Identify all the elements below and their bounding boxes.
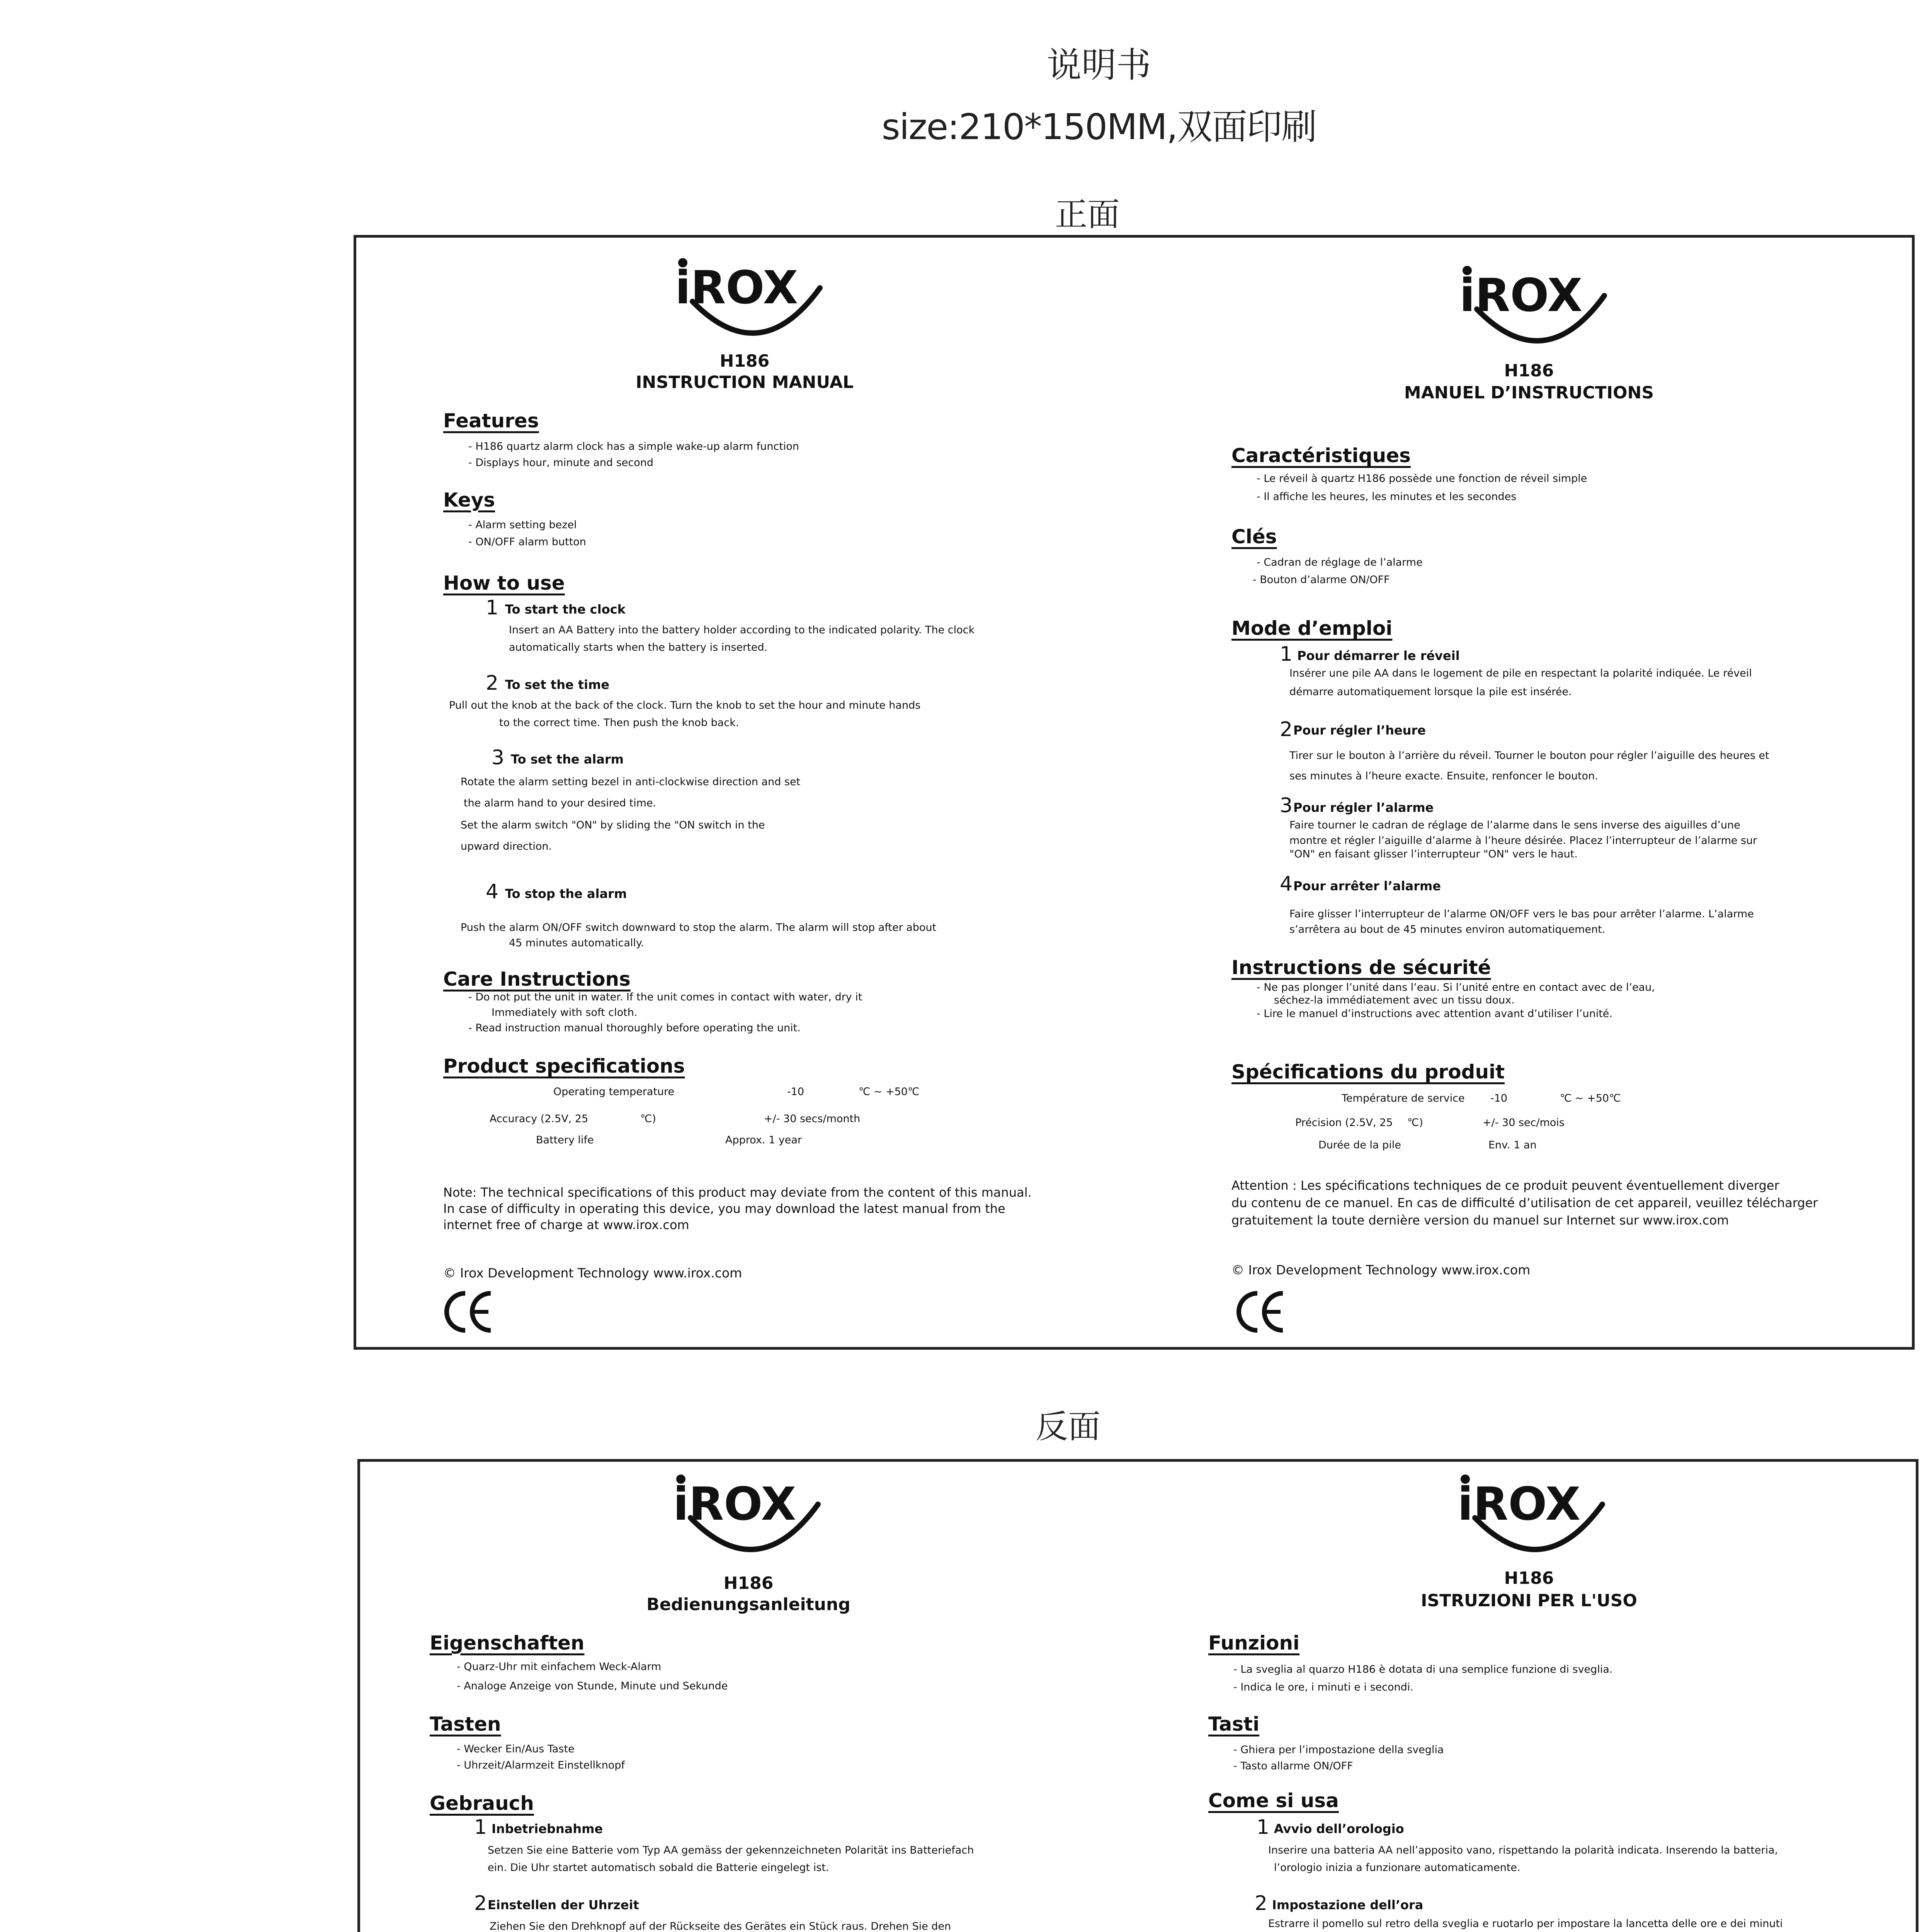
note-text: internet free of charge at www.irox.com	[443, 1218, 689, 1232]
model-number: H186	[1504, 1568, 1554, 1588]
feature-item: - Indica le ore, i minuti e i secondi.	[1233, 1681, 1413, 1693]
step-text: Faire glisser l’interrupteur de l’alarme ON/OFF vers le bas pour arrêter l’alarme. L’alarme	[1289, 908, 1754, 920]
panel-italian	[1141, 1462, 1917, 1932]
key-item: - Cadran de réglage de l’alarme	[1257, 556, 1423, 568]
irox-logo	[1454, 1471, 1616, 1564]
care-text: Immediately with soft cloth.	[492, 1007, 638, 1019]
logo-text: iROX	[673, 1477, 796, 1531]
page-title: 说明书	[1047, 45, 1151, 85]
step-number: 3	[1280, 794, 1293, 817]
ce-mark-icon	[441, 1289, 495, 1335]
step-number: 4	[1280, 872, 1293, 896]
spec-unit: ℃)	[1407, 1117, 1423, 1129]
care-text: séchez-la immédiatement avec un tissu doux.	[1274, 994, 1515, 1006]
how-to-use-heading: Mode d’emploi	[1231, 617, 1393, 639]
step-text: Tirer sur le bouton à l’arrière du réveil. Tourner le bouton pour régler l’aiguille des heures et	[1289, 750, 1769, 762]
specs-heading: Product specifications	[443, 1055, 685, 1077]
step-text: ein. Die Uhr startet automatisch sobald die Batterie eingelegt ist.	[488, 1862, 829, 1874]
step-text: Estrarre il pomello sul retro della sveglia e ruotarlo per impostare la lancetta delle ore e dei minuti	[1268, 1918, 1783, 1930]
spec-value: +/- 30 sec/mois	[1483, 1117, 1565, 1129]
step-title: Impostazione dell’ora	[1272, 1898, 1423, 1912]
step-text: "ON" en faisant glisser l’interrupteur "ON" vers le haut.	[1289, 848, 1578, 860]
step-text: Inserire una batteria AA nell’apposito vano, rispettando la polarità indicata. Inserendo la batteria,	[1268, 1844, 1778, 1856]
note-text: Note: The technical specifications of this product may deviate from the content of this manual.	[443, 1185, 1032, 1200]
how-to-use-heading: Gebrauch	[430, 1792, 534, 1815]
feature-item: - La sveglia al quarzo H186 è dotata di una semplice funzione di sveglia.	[1233, 1663, 1613, 1675]
care-text: - Lire le manuel d’instructions avec attention avant d’utiliser l’unité.	[1257, 1008, 1612, 1020]
features-heading: Caractéristiques	[1231, 444, 1411, 467]
step-text: démarre automatiquement lorsque la pile est insérée.	[1289, 686, 1572, 698]
step-number: 1	[486, 596, 499, 619]
how-to-use-heading: Come si usa	[1208, 1789, 1339, 1812]
step-title: Pour régler l’alarme	[1293, 800, 1434, 815]
front-sheet	[354, 235, 1915, 1350]
step-title: Pour arrêter l’alarme	[1293, 879, 1441, 893]
features-heading: Eigenschaften	[430, 1632, 585, 1654]
note-text: Attention : Les spécifications techniques de ce produit peuvent éventuellement diverger	[1231, 1178, 1779, 1193]
spec-value: -10	[787, 1086, 804, 1098]
key-item: - Wecker Ein/Aus Taste	[457, 1743, 575, 1755]
page-subtitle: size:210*150MM,双面印刷	[881, 106, 1316, 148]
spec-unit: ℃)	[640, 1113, 656, 1125]
care-heading: Care Instructions	[443, 968, 631, 990]
feature-item: - Quarz-Uhr mit einfachem Weck-Alarm	[457, 1661, 662, 1673]
feature-item: - Il affiche les heures, les minutes et les secondes	[1257, 491, 1517, 503]
specs-heading: Spécifications du produit	[1231, 1061, 1505, 1083]
copyright: © Irox Development Technology www.irox.com	[1231, 1262, 1531, 1277]
step-text: upward direction.	[461, 840, 552, 852]
key-item: - Tasto allarme ON/OFF	[1233, 1760, 1353, 1772]
feature-item: - Analoge Anzeige von Stunde, Minute und Sekunde	[457, 1680, 728, 1692]
copyright: © Irox Development Technology www.irox.com	[443, 1265, 742, 1281]
keys-heading: Tasti	[1208, 1713, 1260, 1735]
spec-label: Accuracy (2.5V, 25	[490, 1113, 588, 1125]
model-number: H186	[723, 1573, 774, 1593]
care-heading: Instructions de sécurité	[1231, 956, 1491, 979]
manual-title: ISTRUZIONI PER L'USO	[1421, 1591, 1637, 1611]
logo-text: iROX	[675, 261, 798, 314]
care-text: - Do not put the unit in water. If the unit comes in contact with water, dry it	[468, 991, 862, 1003]
spec-label: Durée de la pile	[1318, 1139, 1401, 1151]
step-text: s’arrêtera au bout de 45 minutes environ automatiquement.	[1289, 923, 1605, 935]
panel-french	[1141, 238, 1917, 1347]
step-text: to the correct time. Then push the knob back.	[499, 717, 739, 729]
step-text: Insérer une pile AA dans le logement de pile en respectant la polarité indiquée. Le réveil	[1289, 667, 1752, 679]
care-text: - Read instruction manual thoroughly before operating the unit.	[468, 1022, 801, 1034]
step-number: 1	[1257, 1816, 1270, 1839]
key-item: - Alarm setting bezel	[468, 519, 577, 531]
step-number: 1	[474, 1816, 487, 1839]
panel-english	[356, 238, 1133, 1347]
step-title: Einstellen der Uhrzeit	[488, 1898, 639, 1912]
keys-heading: Keys	[443, 489, 495, 511]
step-title: To stop the alarm	[505, 886, 627, 901]
step-number: 2	[486, 672, 499, 695]
spec-value: Env. 1 an	[1488, 1139, 1537, 1151]
irox-logo	[1456, 263, 1618, 355]
step-text: montre et régler l’aiguille d’alarme à l’heure désirée. Placez l’interrupteur de l’alarme sur	[1289, 835, 1757, 847]
step-title: Pour régler l’heure	[1293, 723, 1426, 738]
model-number: H186	[1504, 361, 1554, 381]
step-text: l’orologio inizia a funzionare automaticamente.	[1274, 1862, 1520, 1874]
spec-label: Température de service	[1342, 1092, 1465, 1104]
key-item: - Uhrzeit/Alarmzeit Einstellknopf	[457, 1759, 625, 1771]
step-text: Ziehen Sie den Drehknopf auf der Rückseite des Gerätes ein Stück raus. Drehen Sie den	[490, 1920, 951, 1932]
step-number: 1	[1280, 643, 1293, 666]
care-text: - Ne pas plonger l’unité dans l’eau. Si l’unité entre en contact avec de l’eau,	[1257, 981, 1655, 993]
feature-item: - Le réveil à quartz H186 possède une fonction de réveil simple	[1257, 473, 1587, 485]
spec-value: ℃ ~ +50℃	[859, 1086, 920, 1098]
keys-heading: Tasten	[430, 1713, 501, 1735]
step-number: 3	[492, 746, 505, 769]
back-sheet	[357, 1459, 1918, 1932]
model-number: H186	[719, 351, 770, 371]
keys-heading: Clés	[1231, 526, 1277, 548]
note-text: gratuitement la toute dernière version du manuel sur Internet sur www.irox.com	[1231, 1213, 1729, 1228]
step-number: 2	[1280, 718, 1293, 741]
step-text: ses minutes à l’heure exacte. Ensuite, renfoncer le bouton.	[1289, 770, 1598, 782]
back-side-label: 反面	[1036, 1408, 1101, 1446]
step-title: Pour démarrer le réveil	[1297, 648, 1460, 663]
features-heading: Funzioni	[1208, 1632, 1300, 1654]
feature-item: - H186 quartz alarm clock has a simple wake-up alarm function	[468, 440, 799, 452]
step-number: 2	[474, 1892, 487, 1915]
spec-value: +/- 30 secs/month	[764, 1113, 861, 1125]
how-to-use-heading: How to use	[443, 572, 565, 594]
key-item: - Ghiera per l’impostazione della sveglia	[1233, 1744, 1444, 1756]
step-title: To set the time	[505, 677, 610, 692]
step-title: To set the alarm	[511, 752, 624, 767]
step-text: Push the alarm ON/OFF switch downward to stop the alarm. The alarm will stop after about	[461, 922, 937, 934]
logo-text: iROX	[1458, 1477, 1581, 1531]
spec-label: Operating temperature	[553, 1086, 675, 1098]
step-text: automatically starts when the battery is inserted.	[509, 641, 768, 653]
logo-text: iROX	[1459, 269, 1583, 322]
step-title: Inbetriebnahme	[492, 1821, 603, 1836]
step-text: 45 minutes automatically.	[509, 937, 644, 949]
step-text: the alarm hand to your desired time.	[464, 797, 656, 809]
panel-german	[360, 1462, 1137, 1932]
step-text: Insert an AA Battery into the battery holder according to the indicated polarity. The clock	[509, 624, 975, 636]
manual-title: INSTRUCTION MANUAL	[636, 372, 854, 392]
manual-title: Bedienungsanleitung	[646, 1595, 850, 1614]
features-heading: Features	[443, 410, 539, 432]
note-text: du contenu de ce manuel. En cas de difficulté d’utilisation de cet appareil, veuillez télécharger	[1231, 1196, 1818, 1210]
step-text: Pull out the knob at the back of the clock. Turn the knob to set the hour and minute hands	[449, 699, 921, 711]
step-text: Rotate the alarm setting bezel in anti-clockwise direction and set	[461, 776, 801, 788]
note-text: In case of difficulty in operating this device, you may download the latest manual from the	[443, 1201, 1005, 1216]
irox-logo	[671, 255, 833, 348]
manual-title: MANUEL D’INSTRUCTIONS	[1404, 383, 1654, 403]
ce-mark-icon	[1233, 1289, 1287, 1335]
irox-logo	[669, 1471, 832, 1564]
front-side-label: 正面	[1055, 196, 1120, 233]
step-text: Set the alarm switch "ON" by sliding the "ON switch in the	[461, 819, 765, 831]
step-text: Faire tourner le cadran de réglage de l’alarme dans le sens inverse des aiguilles d’une	[1289, 819, 1740, 831]
step-number: 4	[486, 880, 499, 903]
step-number: 2	[1255, 1892, 1268, 1915]
step-text: Setzen Sie eine Batterie vom Typ AA gemäss der gekennzeichneten Polarität ins Batteriefach	[488, 1844, 974, 1856]
spec-value: Approx. 1 year	[725, 1134, 802, 1146]
key-item: - Bouton d’alarme ON/OFF	[1253, 574, 1390, 586]
spec-value: -10	[1490, 1092, 1508, 1104]
spec-label: Précision (2.5V, 25	[1295, 1117, 1393, 1129]
spec-value: ℃ ~ +50℃	[1560, 1092, 1621, 1104]
step-title: To start the clock	[505, 602, 626, 617]
feature-item: - Displays hour, minute and second	[468, 457, 653, 469]
key-item: - ON/OFF alarm button	[468, 536, 586, 548]
step-title: Avvio dell’orologio	[1274, 1821, 1404, 1836]
spec-label: Battery life	[536, 1134, 594, 1146]
